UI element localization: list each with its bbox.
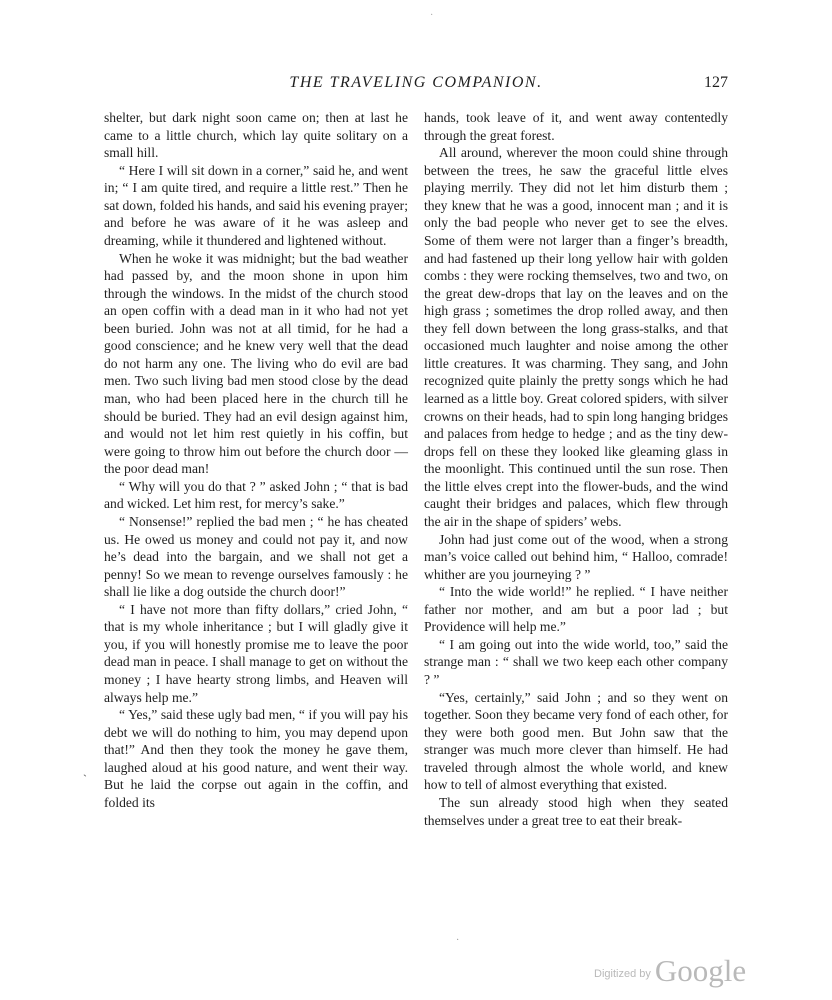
digitized-watermark — [594, 952, 746, 988]
paragraph: “ I have not more than fifty dollars,” cried John, “ that is my whole inheritance ; but I will gladly give it you, if you will honestly promise me to leave the poor dead man in peace. I shall manage to get on without the money ; I have hearty strong limbs, and Heaven will always help me.” — [104, 601, 408, 705]
paragraph: “ Nonsense!” replied the bad men ; “ he has cheated us. He owed us money and could not pay it, and now he’s dead into the bargain, and we shall not get a penny! So we mean to revenge ourselves famously : he shall lie like a dog outside the church door!” — [104, 513, 408, 600]
right-column — [424, 109, 728, 829]
paragraph: The sun already stood high when they seated themselves under a great tree to eat their break- — [424, 794, 728, 828]
paragraph: All around, wherever the moon could shine through between the trees, he saw the graceful little elves playing merrily. They did not let him disturb them ; they knew that he was a good, innocent man ; and it is only the bad people who never get to see the elves. Some of them were not larger than a finger’s breadth, and had fastened up their long yellow hair with golden combs : they were rocking themselves, two and two, on the great dew-drops that lay on the leaves and on the high grass ; sometimes the drop rolled away, and then they fell down between the long grass-stalks, and that occasioned much laughter and noise among the other little creatures. It was charming. They sang, and John recognized quite plainly the pretty songs which he had learned as a little boy. Great colored spiders, with silver crowns on their heads, had to spin long hanging bridges and palaces from hedge to hedge ; and as the tiny dew-drops fell on these they looked like gleaming glass in the moonlight. This continued until the sun rose. Then the little elves crept into the flower-buds, and the wind caught their bridges and palaces, which flew through the air in the shape of spiders’ webs. — [424, 145, 728, 529]
google-logo: Google — [654, 953, 747, 988]
paragraph: “ Into the wide world!” he replied. “ I have neither father nor mother, and am but a poor lad ; but Providence will help me.” — [424, 584, 728, 635]
scan-speck: · — [430, 10, 434, 21]
page-header — [104, 74, 728, 98]
left-column — [104, 109, 408, 812]
running-title: THE TRAVELING COMPANION. — [289, 74, 543, 91]
paragraph: John had just come out of the wood, when a strong man’s voice called out behind him, “ Halloo, comrade! whither are you journeying ? ” — [424, 531, 728, 582]
paragraph: “ I am going out into the wide world, too,” said the strange man : “ shall we two keep each other company ? ” — [424, 636, 728, 687]
paragraph: “ Yes,” said these ugly bad men, “ if you will pay his debt we will do nothing to him, you may depend upon that!” And then they took the money he gave them, laughed aloud at his good nature, and went their way. But he laid the corpse out again in the coffin, and folded its — [104, 707, 408, 810]
scan-speck: · — [456, 935, 460, 946]
paragraph: hands, took leave of it, and went away contentedly through the great forest. — [424, 110, 728, 143]
page-number: 127 — [704, 74, 728, 91]
paragraph: shelter, but dark night soon came on; then at last he came to a little church, which lay quite solitary on a small hill. — [104, 110, 408, 161]
paragraph: “Yes, certainly,” said John ; and so they went on together. Soon they became very fond of each other, for they were both good men. But John saw that the stranger was much more clever than himself. He had traveled through almost the whole world, and knew how to tell of almost everything that existed. — [424, 689, 728, 793]
watermark-label: Digitized by — [594, 968, 651, 980]
margin-tick-mark: ` — [83, 772, 87, 786]
paragraph: When he woke it was midnight; but the bad weather had passed by, and the moon shone in upon him through the windows. In the midst of the church stood an open coffin with a dead man in it who had not yet been buried. John was not at all timid, for he had a good conscience; and he knew very well that the dead do not harm any one. The living who do evil are bad men. Two such living bad men stood close by the dead man, who had been placed here in the church till he should be buried. They had an evil design against him, and would not let him rest quietly in his coffin, but were going to throw him out before the church door —the poor dead man! — [104, 250, 408, 477]
paragraph: “ Here I will sit down in a corner,” said he, and went in; “ I am quite tired, and require a little rest.” Then he sat down, folded his hands, and said his evening prayer; and before he was aware of it he was asleep and dreaming, while it thundered and lightened without. — [104, 162, 408, 248]
paragraph: “ Why will you do that ? ” asked John ; “ that is bad and wicked. Let him rest, for mercy’s sake.” — [104, 478, 408, 512]
